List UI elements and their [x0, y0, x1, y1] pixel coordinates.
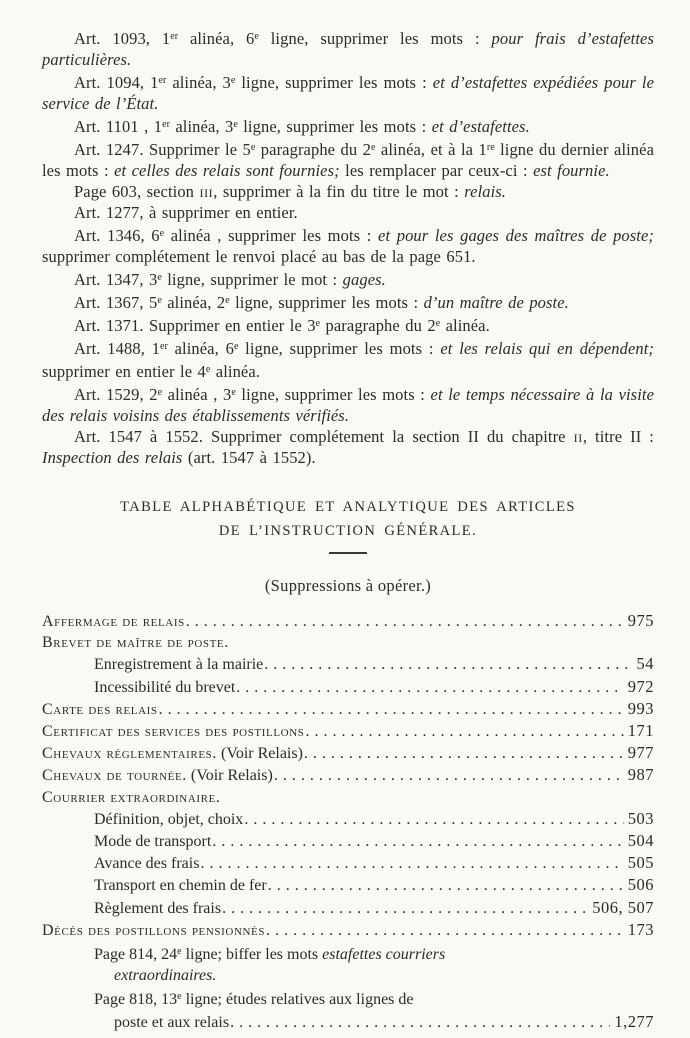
toc-entry-label: [42, 699, 158, 720]
amendment-paragraph: [42, 267, 654, 290]
superscript-run: e: [177, 946, 182, 958]
toc-row: [42, 676, 654, 698]
text-run: Art. 1093, 1: [74, 29, 171, 48]
toc-entry-label: [94, 809, 243, 830]
amendment-paragraph: [42, 336, 654, 382]
smallcaps-text-run: Affermage de relais: [42, 613, 185, 630]
superscript-run: e: [231, 387, 236, 398]
toc-entry-label: [42, 920, 265, 941]
toc-entry-page: 506, 507: [592, 897, 654, 917]
superscript-run: e: [233, 119, 238, 130]
toc-row: [42, 808, 654, 830]
toc-entry-label: [42, 765, 273, 786]
toc-entry-page: 993: [627, 698, 654, 718]
superscript-run: e: [177, 991, 182, 1003]
toc-entry-page: 171: [627, 721, 654, 741]
italic-text-run: et le temps nécessaire à la visite des relais voisins des établissements vérifiés.: [42, 385, 654, 425]
amendment-paragraph: [42, 382, 654, 426]
dot-leader: [305, 721, 623, 742]
text-run: Incessibilité du brevet: [94, 678, 236, 696]
text-run: supprimer complétement le renvoi placé au bas de la page 651.: [42, 247, 476, 266]
text-run: Art. 1547 à 1552. Supprimer complétement la section II du chapitre: [74, 427, 574, 446]
toc-row: [42, 852, 654, 874]
superscript-run: e: [230, 75, 236, 86]
text-run: ligne, supprimer les mots :: [235, 73, 433, 92]
text-run: Page 603, section: [74, 182, 200, 201]
text-run: ligne; études relatives aux lignes de: [181, 991, 414, 1009]
amendment-paragraph: [42, 26, 654, 70]
superscript-run: e: [157, 387, 163, 398]
text-run: poste et aux relais: [114, 1013, 230, 1031]
table-header: [42, 495, 654, 596]
toc-entry-page: 173: [627, 919, 654, 939]
text-run: alinéa , 3: [162, 385, 232, 404]
text-run: alinéa, et à la 1: [375, 140, 487, 159]
text-run: Art. 1277, à supprimer en entier.: [74, 203, 298, 222]
toc-entry-label: [94, 654, 263, 675]
text-run: supprimer en entier le 4: [42, 362, 206, 381]
toc-entry-label: [42, 611, 185, 632]
superscript-run: er: [170, 31, 179, 42]
text-run: Art. 1367, 5: [74, 293, 158, 312]
toc-row: [42, 720, 654, 742]
amendment-paragraph: [42, 223, 654, 267]
superscript-run: e: [157, 272, 162, 283]
superscript-run: re: [486, 142, 495, 153]
smallcaps-text-run: Brevet de maître de poste.: [42, 634, 229, 652]
text-run: (Voir Relais): [186, 767, 273, 785]
smallcaps-text-run: ii: [573, 427, 583, 446]
superscript-run: e: [435, 318, 441, 329]
toc-entry-page: 505: [627, 853, 654, 873]
text-run: Règlement des frais: [94, 899, 222, 917]
text-run: paragraphe du 2: [255, 140, 372, 159]
amendment-paragraph: [42, 137, 654, 181]
text-run: Art. 1371. Supprimer en entier le 3: [74, 316, 316, 335]
italic-text-run: estafettes courriers: [322, 946, 446, 964]
dot-leader: [212, 831, 623, 852]
index-table: [42, 610, 654, 1033]
dot-leader: [304, 743, 624, 764]
text-run: ligne, supprimer les mots :: [235, 385, 431, 404]
italic-text-run: et pour les gages des maîtres de poste;: [378, 226, 654, 245]
toc-row: [42, 764, 654, 786]
toc-entry-page: 504: [627, 831, 654, 851]
superscript-run: e: [233, 341, 239, 352]
toc-row: [42, 742, 654, 764]
text-run: paragraphe du 2: [320, 316, 436, 335]
italic-text-run: et d’estafettes.: [431, 117, 530, 136]
smallcaps-text-run: Décès des postillons pensionnés: [42, 921, 266, 939]
text-run: ligne; biffer les mots: [181, 946, 323, 964]
amendment-paragraph: [42, 70, 654, 114]
text-run: Art. 1101 , 1: [74, 117, 163, 136]
dot-leader: [264, 654, 632, 675]
toc-row: [42, 653, 654, 675]
toc-entry-page: 506: [627, 875, 654, 895]
text-run: alinéa.: [440, 316, 490, 335]
superscript-run: e: [250, 142, 256, 153]
text-run: (art. 1547 à 1552).: [182, 448, 316, 467]
toc-entry-label: [94, 898, 221, 919]
toc-entry-page: 972: [627, 676, 654, 696]
dot-leader: [222, 898, 588, 919]
table-subtitle: (Suppressions à opérer.): [264, 576, 432, 595]
text-run: ligne, supprimer les mots :: [229, 293, 424, 312]
dot-leader: [230, 1012, 610, 1033]
toc-row: [42, 632, 654, 653]
text-run: ligne, supprimer le mot :: [161, 270, 343, 289]
table-title: [42, 495, 654, 543]
text-run: , supprimer à la fin du titre le mot :: [213, 182, 465, 201]
text-run: Définition, objet, choix: [94, 810, 244, 828]
toc-entry-page: 1,277: [614, 1011, 654, 1031]
dot-leader: [268, 875, 624, 896]
amendments-section: [42, 26, 654, 468]
italic-text-run: relais.: [464, 182, 507, 201]
italic-text-run: et les relais qui en dépendent;: [440, 339, 655, 358]
toc-entry-page: 503: [627, 808, 654, 828]
toc-entry-label: [94, 831, 211, 852]
superscript-run: e: [159, 228, 165, 239]
text-run: alinéa.: [210, 362, 260, 381]
text-run: alinéa, 3: [169, 117, 234, 136]
toc-row: [42, 986, 654, 1010]
text-run: Mode de transport: [94, 833, 212, 851]
amendment-paragraph: [42, 114, 654, 137]
italic-text-run: et celles des relais sont fournies;: [114, 161, 340, 180]
toc-entry-page: 977: [627, 743, 654, 763]
amendment-paragraph: [42, 426, 654, 468]
text-run: ligne, supprimer les mots :: [237, 117, 432, 136]
toc-entry-label: [94, 677, 235, 698]
toc-entry-label: [42, 632, 229, 653]
amendment-paragraph: [42, 313, 654, 336]
toc-row: [42, 830, 654, 852]
amendment-paragraph: [42, 181, 654, 202]
text-run: Art. 1529, 2: [74, 385, 158, 404]
text-run: Art. 1247. Supprimer le 5: [74, 140, 251, 159]
text-run: alinéa, 6: [178, 29, 255, 48]
superscript-run: e: [225, 295, 230, 306]
smallcaps-text-run: Carte des relais: [42, 700, 158, 718]
toc-row: [42, 698, 654, 720]
amendment-paragraph: [42, 290, 654, 313]
text-run: alinéa, 6: [167, 339, 234, 358]
toc-row: [42, 919, 654, 941]
superscript-run: e: [315, 318, 321, 329]
toc-entry-page: 987: [627, 765, 654, 785]
toc-row: [42, 787, 654, 808]
text-run: Transport en chemin de fer: [94, 877, 267, 895]
toc-entry-label: [94, 941, 445, 965]
smallcaps-text-run: Chevaux réglementaires.: [42, 745, 217, 763]
dot-leader: [266, 920, 624, 941]
text-run: alinéa, 2: [161, 293, 226, 312]
italic-text-run: extraordinaires.: [114, 967, 217, 985]
text-run: alinéa, 3: [166, 73, 231, 92]
toc-entry-label: [42, 743, 303, 764]
text-run: Art. 1094, 1: [74, 73, 159, 92]
toc-entry-label: [94, 986, 414, 1010]
superscript-run: e: [371, 142, 376, 153]
smallcaps-text-run: iii: [199, 182, 214, 201]
text-run: ligne, supprimer les mots :: [258, 29, 492, 48]
dot-leader: [186, 611, 624, 632]
dot-leader: [200, 853, 623, 874]
amendment-paragraph: [42, 202, 654, 223]
text-run: les remplacer par ceux-ci :: [339, 161, 534, 180]
text-run: Page 814, 24: [94, 946, 178, 964]
text-run: Art. 1346, 6: [74, 226, 160, 245]
italic-text-run: pour frais d’estafettes particulières.: [42, 29, 654, 69]
text-run: ligne, supprimer les mots :: [238, 339, 441, 358]
text-run: Avance des frais: [94, 855, 200, 873]
toc-entry-label: [94, 875, 267, 896]
text-run: ligne du dernier alinéa les mots :: [42, 140, 655, 180]
toc-row: [42, 610, 654, 632]
italic-text-run: d’un maître de poste.: [423, 293, 569, 312]
toc-row: [42, 874, 654, 896]
toc-row: [42, 941, 654, 965]
toc-row: [42, 1011, 654, 1033]
toc-entry-label: [42, 787, 221, 808]
italic-text-run: et d’estafettes expédiées pour le service de l’État.: [42, 73, 654, 113]
toc-entry-label: [114, 1012, 229, 1033]
table-title-line1: TABLE ALPHABÉTIQUE ET ANALYTIQUE DES ARTICLES: [120, 499, 576, 515]
superscript-run: er: [158, 75, 167, 86]
dot-leader: [236, 677, 623, 698]
text-run: Page 818, 13: [94, 991, 178, 1009]
italic-text-run: est fournie.: [533, 161, 610, 180]
section-divider-rule: [329, 552, 367, 554]
toc-entry-page: 975: [627, 611, 654, 630]
toc-entry-page: 54: [636, 654, 654, 674]
text-run: Enregistrement à la mairie: [94, 656, 264, 674]
toc-entry-label: [114, 965, 216, 986]
dot-leader: [244, 809, 623, 830]
toc-entry-label: [94, 853, 199, 874]
text-run: Art. 1488, 1: [74, 339, 161, 358]
superscript-run: er: [162, 119, 170, 130]
table-title-line2: DE L’INSTRUCTION GÉNÉRALE.: [218, 523, 478, 539]
dot-leader: [159, 699, 624, 720]
toc-row: [42, 965, 654, 986]
superscript-run: e: [205, 364, 211, 375]
italic-text-run: gages.: [342, 270, 386, 289]
dot-leader: [274, 765, 624, 786]
italic-text-run: Inspection des relais: [42, 448, 183, 467]
text-run: Art. 1347, 3: [74, 270, 158, 289]
smallcaps-text-run: Courrier extraordinaire.: [42, 788, 221, 806]
toc-row: [42, 897, 654, 919]
text-run: (Voir Relais): [217, 745, 303, 763]
toc-entry-label: [42, 721, 304, 742]
superscript-run: e: [254, 31, 259, 42]
superscript-run: er: [160, 341, 168, 352]
smallcaps-text-run: Chevaux de tournée.: [42, 767, 187, 785]
superscript-run: e: [157, 295, 162, 306]
smallcaps-text-run: Certificat des services des postillons: [42, 723, 305, 741]
text-run: , titre II :: [582, 427, 654, 446]
text-run: alinéa , supprimer les mots :: [164, 226, 379, 245]
